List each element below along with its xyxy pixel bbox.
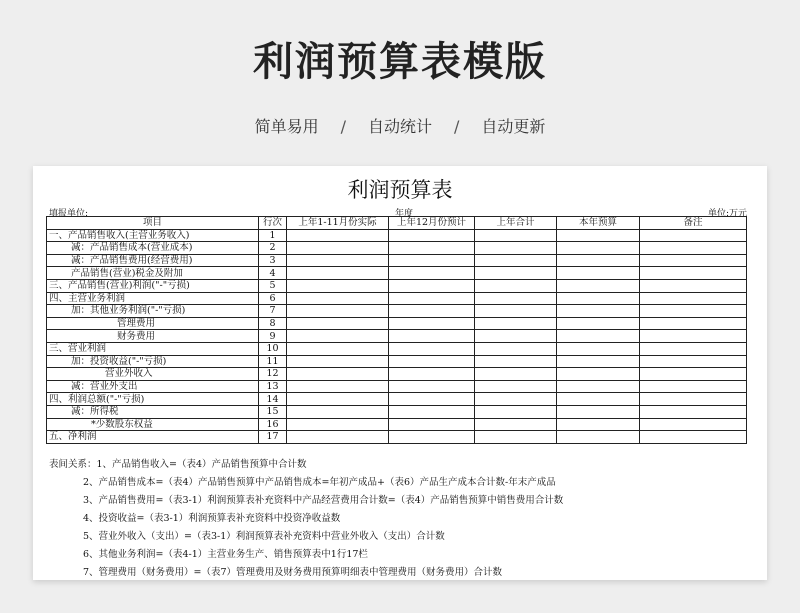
header-item: 项目	[47, 217, 259, 230]
last-year-total-cell	[475, 292, 557, 305]
last-year-jan-nov-cell	[287, 393, 389, 406]
table-row	[47, 368, 747, 381]
row-item-cell: 一、产品销售收入(主营业务收入)	[47, 229, 259, 242]
row-item-cell: 减：营业外支出	[47, 380, 259, 393]
table-row	[47, 292, 747, 305]
last-year-total-cell	[475, 355, 557, 368]
header-last-year-dec: 上年12月份预计	[389, 217, 475, 230]
this-year-budget-cell	[557, 393, 640, 406]
last-year-dec-cell	[389, 305, 475, 318]
table-row	[47, 229, 747, 242]
row-number-cell: 5	[259, 279, 287, 292]
table-row	[47, 330, 747, 343]
row-number-cell: 12	[259, 368, 287, 381]
last-year-jan-nov-cell	[287, 405, 389, 418]
last-year-dec-cell	[389, 242, 475, 255]
this-year-budget-cell	[557, 267, 640, 280]
this-year-budget-cell	[557, 380, 640, 393]
note-line: 4、投资收益=（表3-1）利润预算表补充资料中投资净收益数	[83, 513, 341, 524]
row-number-cell: 2	[259, 242, 287, 255]
last-year-dec-cell	[389, 368, 475, 381]
tagline-separator: /	[454, 117, 460, 136]
last-year-dec-cell	[389, 330, 475, 343]
remarks-cell	[640, 229, 747, 242]
last-year-total-cell	[475, 431, 557, 444]
this-year-budget-cell	[557, 317, 640, 330]
last-year-jan-nov-cell	[287, 267, 389, 280]
remarks-cell	[640, 418, 747, 431]
this-year-budget-cell	[557, 355, 640, 368]
this-year-budget-cell	[557, 279, 640, 292]
table-row	[47, 242, 747, 255]
remarks-cell	[640, 279, 747, 292]
row-number-cell: 14	[259, 393, 287, 406]
last-year-jan-nov-cell	[287, 279, 389, 292]
this-year-budget-cell	[557, 292, 640, 305]
table-row	[47, 317, 747, 330]
this-year-budget-cell	[557, 418, 640, 431]
remarks-cell	[640, 393, 747, 406]
last-year-dec-cell	[389, 292, 475, 305]
remarks-cell	[640, 267, 747, 280]
last-year-dec-cell	[389, 254, 475, 267]
last-year-total-cell	[475, 254, 557, 267]
remarks-cell	[640, 317, 747, 330]
this-year-budget-cell	[557, 431, 640, 444]
last-year-jan-nov-cell	[287, 355, 389, 368]
last-year-dec-cell	[389, 279, 475, 292]
tagline-item-2: 自动统计	[367, 117, 432, 136]
last-year-total-cell	[475, 229, 557, 242]
budget-sheet	[33, 166, 767, 580]
last-year-total-cell	[475, 330, 557, 343]
last-year-jan-nov-cell	[287, 330, 389, 343]
last-year-jan-nov-cell	[287, 380, 389, 393]
row-number-cell: 8	[259, 317, 287, 330]
table-row	[47, 405, 747, 418]
row-item-cell: *少数股东权益	[47, 418, 259, 431]
last-year-total-cell	[475, 342, 557, 355]
row-item-cell: 三、产品销售(营业)利润("-"亏损)	[47, 279, 259, 292]
tagline-item-3: 自动更新	[481, 117, 546, 136]
last-year-dec-cell	[389, 418, 475, 431]
row-number-cell: 13	[259, 380, 287, 393]
tagline-item-1: 简单易用	[254, 117, 319, 136]
last-year-dec-cell	[389, 405, 475, 418]
last-year-total-cell	[475, 305, 557, 318]
row-number-cell: 10	[259, 342, 287, 355]
note-line: 2、产品销售成本=（表4）产品销售预算中产品销售成本=年初产成品+（表6）产品生产成本合计数-年末产成品	[83, 477, 556, 488]
header-this-year-budget: 本年预算	[557, 217, 640, 230]
table-row	[47, 305, 747, 318]
this-year-budget-cell	[557, 330, 640, 343]
last-year-total-cell	[475, 393, 557, 406]
this-year-budget-cell	[557, 254, 640, 267]
row-item-cell: 财务费用	[47, 330, 259, 343]
last-year-jan-nov-cell	[287, 368, 389, 381]
row-number-cell: 7	[259, 305, 287, 318]
last-year-jan-nov-cell	[287, 418, 389, 431]
last-year-total-cell	[475, 267, 557, 280]
row-item-cell: 营业外收入	[47, 368, 259, 381]
remarks-cell	[640, 355, 747, 368]
row-item-cell: 减：产品销售费用(经营费用)	[47, 254, 259, 267]
remarks-cell	[640, 292, 747, 305]
row-item-cell: 四、主营业务利润	[47, 292, 259, 305]
this-year-budget-cell	[557, 305, 640, 318]
row-number-cell: 3	[259, 254, 287, 267]
table-row	[47, 418, 747, 431]
row-item-cell: 产品销售(营业)税金及附加	[47, 267, 259, 280]
last-year-jan-nov-cell	[287, 242, 389, 255]
this-year-budget-cell	[557, 405, 640, 418]
last-year-dec-cell	[389, 380, 475, 393]
row-number-cell: 16	[259, 418, 287, 431]
table-row	[47, 380, 747, 393]
notes-section	[49, 456, 563, 582]
remarks-cell	[640, 305, 747, 318]
year-label: 年度	[395, 209, 414, 219]
table-row	[47, 431, 747, 444]
last-year-total-cell	[475, 242, 557, 255]
remarks-cell	[640, 342, 747, 355]
remarks-cell	[640, 368, 747, 381]
tagline	[0, 114, 800, 137]
remarks-cell	[640, 380, 747, 393]
row-item-cell: 四、利润总额("-"亏损)	[47, 393, 259, 406]
note-line: 6、其他业务利润=（表4-1）主营业务生产、销售预算表中1行17栏	[83, 549, 368, 560]
table-header-row	[47, 217, 747, 230]
remarks-cell	[640, 405, 747, 418]
row-number-cell: 17	[259, 431, 287, 444]
this-year-budget-cell	[557, 342, 640, 355]
last-year-total-cell	[475, 380, 557, 393]
row-number-cell: 15	[259, 405, 287, 418]
row-number-cell: 11	[259, 355, 287, 368]
last-year-dec-cell	[389, 229, 475, 242]
reporting-unit-label: 填报单位:	[49, 209, 89, 219]
last-year-dec-cell	[389, 267, 475, 280]
last-year-dec-cell	[389, 317, 475, 330]
last-year-jan-nov-cell	[287, 431, 389, 444]
header-last-year-jan-nov: 上年1-11月份实际	[287, 217, 389, 230]
last-year-dec-cell	[389, 393, 475, 406]
row-item-cell: 加：投资收益("-"亏损)	[47, 355, 259, 368]
row-item-cell: 减：产品销售成本(营业成本)	[47, 242, 259, 255]
last-year-total-cell	[475, 279, 557, 292]
row-item-cell: 加：其他业务利润("-"亏损)	[47, 305, 259, 318]
note-line: 5、营业外收入（支出）=（表3-1）利润预算表补充资料中营业外收入（支出）合计数	[83, 531, 445, 542]
last-year-jan-nov-cell	[287, 254, 389, 267]
last-year-jan-nov-cell	[287, 317, 389, 330]
budget-table	[46, 216, 747, 444]
row-number-cell: 9	[259, 330, 287, 343]
tagline-separator: /	[340, 117, 346, 136]
last-year-dec-cell	[389, 342, 475, 355]
row-number-cell: 1	[259, 229, 287, 242]
row-number-cell: 4	[259, 267, 287, 280]
table-row	[47, 342, 747, 355]
note-line: 表间关系：1、产品销售收入=（表4）产品销售预算中合计数	[49, 459, 307, 470]
header-remarks: 备注	[640, 217, 747, 230]
last-year-total-cell	[475, 418, 557, 431]
row-item-cell: 三、营业利润	[47, 342, 259, 355]
last-year-total-cell	[475, 368, 557, 381]
header-last-year-total: 上年合计	[475, 217, 557, 230]
table-row	[47, 267, 747, 280]
note-line: 7、管理费用（财务费用）=（表7）管理费用及财务费用预算明细表中管理费用（财务费用）合计数	[83, 567, 503, 578]
note-line: 3、产品销售费用=（表3-1）利润预算表补充资料中产品经营费用合计数=（表4）产品销售预算中销售费用合计数	[83, 495, 564, 506]
table-row	[47, 279, 747, 292]
last-year-jan-nov-cell	[287, 292, 389, 305]
remarks-cell	[640, 242, 747, 255]
table-row	[47, 254, 747, 267]
currency-unit-label: 单位:万元	[707, 209, 747, 219]
last-year-jan-nov-cell	[287, 342, 389, 355]
remarks-cell	[640, 330, 747, 343]
last-year-jan-nov-cell	[287, 305, 389, 318]
last-year-dec-cell	[389, 355, 475, 368]
row-number-cell: 6	[259, 292, 287, 305]
last-year-jan-nov-cell	[287, 229, 389, 242]
table-row	[47, 393, 747, 406]
table-row	[47, 355, 747, 368]
remarks-cell	[640, 254, 747, 267]
last-year-total-cell	[475, 405, 557, 418]
this-year-budget-cell	[557, 242, 640, 255]
this-year-budget-cell	[557, 229, 640, 242]
row-item-cell: 减：所得税	[47, 405, 259, 418]
row-item-cell: 管理费用	[47, 317, 259, 330]
last-year-total-cell	[475, 317, 557, 330]
sheet-title: 利润预算表	[347, 178, 453, 202]
row-item-cell: 五、净利润	[47, 431, 259, 444]
header-row-no: 行次	[259, 217, 287, 230]
remarks-cell	[640, 431, 747, 444]
this-year-budget-cell	[557, 368, 640, 381]
last-year-dec-cell	[389, 431, 475, 444]
page-title: 利润预算表模版	[253, 39, 547, 85]
